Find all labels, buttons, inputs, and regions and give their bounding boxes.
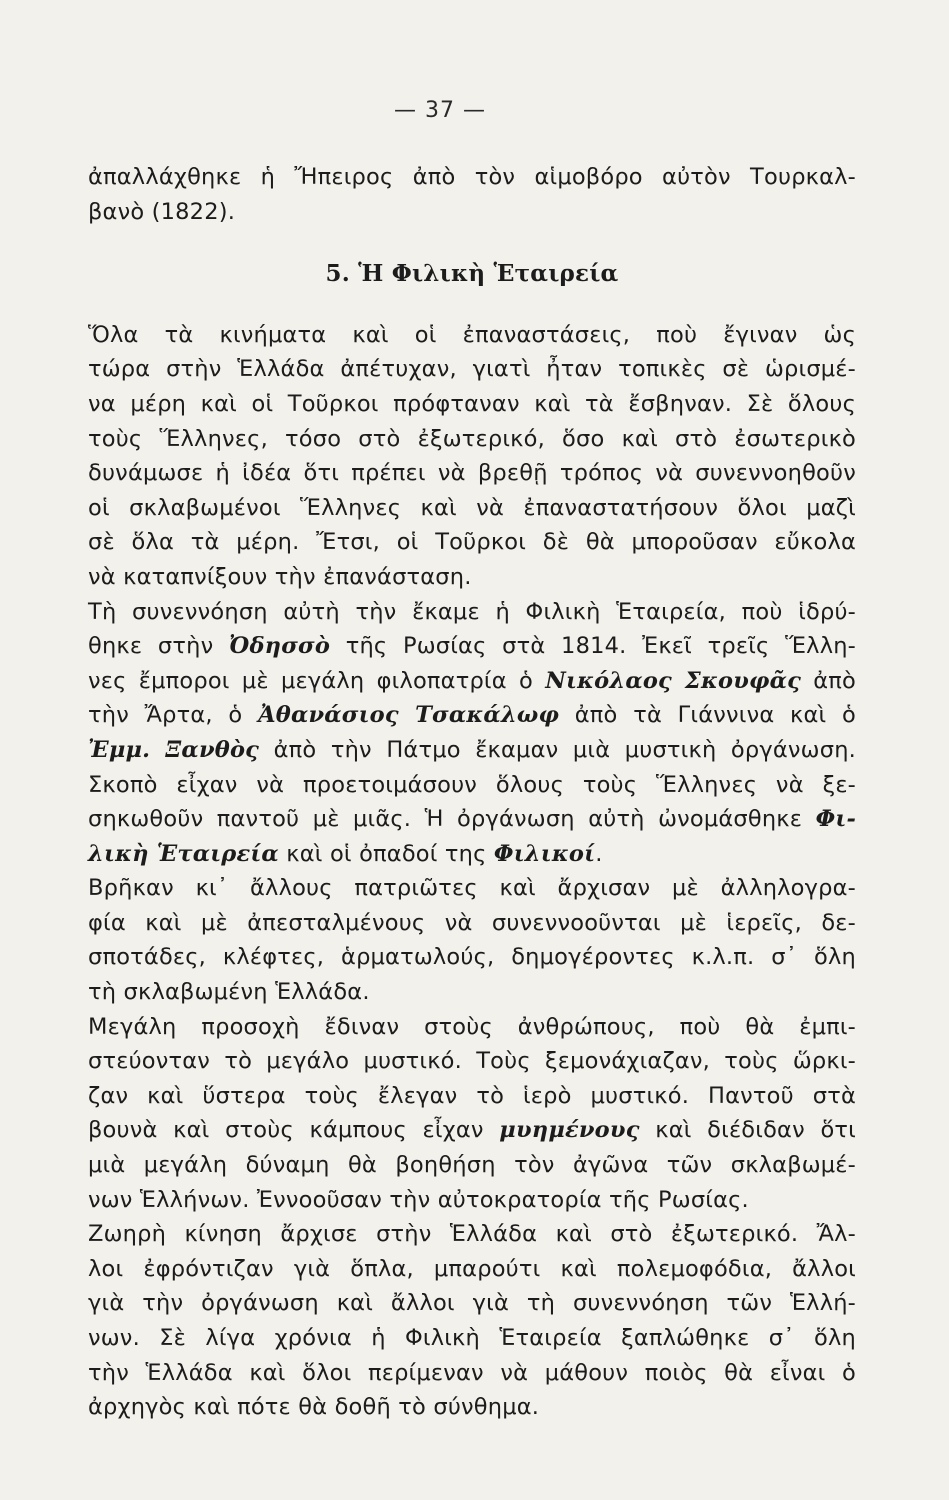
text-line: λοι ἐφρόντιζαν γιὰ ὅπλα, μπαρούτι καὶ πολεμοφόδια, ἄλλοι: [88, 1255, 856, 1282]
text-run: σηκωθοῦν παντοῦ μὲ μιᾶς. Ἡ ὀργάνωση αὐτὴ ὠνομάσθηκε: [88, 806, 816, 833]
text-line: Σκοπὸ εἶχαν νὰ προετοιμάσουν ὅλους τοὺς Ἕλληνες νὰ ξε-: [88, 771, 856, 798]
text-line: δυνάμωσε ἡ ἰδέα ὅτι πρέπει νὰ βρεθῇ τρόπος νὰ συνεννοηθοῦν: [88, 460, 856, 487]
text-line: Τὴ συνεννόηση αὐτὴ τὴν ἔκαμε ἡ Φιλικὴ Ἑταιρεία, ποὺ ἱδρύ-: [88, 598, 856, 625]
text-line: Ζωηρὴ κίνηση ἄρχισε στὴν Ἑλλάδα καὶ στὸ ἐξωτερικό. Ἄλ-: [88, 1221, 856, 1248]
term-filikoi: Φιλικοί: [493, 840, 596, 867]
person-name-tsakalof: Ἀθανάσιος Τσακάλωφ: [258, 702, 560, 729]
term-filiki: Φι-: [815, 806, 856, 833]
place-name-odessa: Ὀδησσὸ: [229, 633, 331, 660]
text-line: να μέρη καὶ οἱ Τοῦρκοι πρόφταναν καὶ τὰ ἔσβηναν. Σὲ ὅλους: [88, 390, 856, 417]
text-run: ἀπὸ τὰ Γιάννινα καὶ ὁ: [559, 702, 856, 729]
text-run: θηκε στὴν: [88, 633, 230, 660]
text-run: .: [595, 840, 603, 867]
text-line: τοὺς Ἕλληνες, τόσο στὸ ἐξωτερικό, ὅσο καὶ στὸ ἐσωτερικὸ: [88, 425, 856, 452]
text-run: νες ἔμποροι μὲ μεγάλη φιλοπατρία ὁ: [88, 667, 546, 694]
person-name-skoufas: Νικόλαος Σκουφᾶς: [545, 667, 802, 694]
text-line: [88, 664, 856, 699]
text-line: [88, 837, 856, 872]
text-line: ἀπαλλάχθηκε ἡ Ἤπειρος ἀπὸ τὸν αἱμοβόρο αὐτὸν Τουρκαλ-: [88, 164, 856, 190]
text-line: ζαν καὶ ὕστερα τοὺς ἔλεγαν τὸ ἱερὸ μυστικό. Παντοῦ στὰ: [88, 1082, 856, 1109]
page-number: — 37 —: [394, 98, 486, 123]
text-line: σποτάδες, κλέφτες, ἁρματωλούς, δημογέροντες κ.λ.π. σ᾿ ὅλη: [88, 944, 856, 971]
paragraph-1: [88, 318, 856, 595]
text-line: Βρῆκαν κι᾿ ἄλλους πατριῶτες καὶ ἄρχισαν μὲ ἀλληλογρα-: [88, 875, 856, 902]
text-line: [88, 802, 856, 837]
text-line: Ὅλα τὰ κινήματα καὶ οἱ ἐπαναστάσεις, ποὺ ἔγιναν ὡς: [88, 321, 856, 348]
paragraph-2: [88, 595, 856, 872]
paragraph-5: [88, 1217, 856, 1425]
term-filiki-etaireia: λικὴ Ἑταιρεία: [88, 840, 279, 867]
text-line: τὴ σκλαβωμένη Ἑλλάδα.: [88, 979, 370, 1006]
text-line: [88, 629, 856, 664]
text-line: νων. Σὲ λίγα χρόνια ἡ Φιλικὴ Ἑταιρεία ξαπλώθηκε σ᾿ ὅλη: [88, 1325, 856, 1351]
text-run: καὶ οἱ ὀπαδοί της: [278, 840, 494, 867]
section-heading: 5. Ἡ Φιλικὴ Ἑταιρεία: [325, 260, 619, 288]
text-line: μιὰ μεγάλη δύναμη θὰ βοηθήση τὸν ἀγῶνα τῶν σκλαβωμέ-: [88, 1152, 856, 1179]
text-line: νων Ἑλλήνων. Ἐννοοῦσαν τὴν αὐτοκρατορία τῆς Ρωσίας.: [88, 1186, 749, 1213]
paragraph-3: [88, 871, 856, 1009]
text-line: τώρα στὴν Ἑλλάδα ἀπέτυχαν, γιατὶ ἦταν τοπικὲς σὲ ὡρισμέ-: [88, 356, 856, 383]
text-line: γιὰ τὴν ὀργάνωση καὶ ἄλλοι γιὰ τὴ συνεννόηση τῶν Ἑλλή-: [88, 1290, 856, 1317]
text-line: νὰ καταπνίξουν τὴν ἐπανάσταση.: [88, 563, 472, 590]
text-line: στεύονταν τὸ μεγάλο μυστικό. Τοὺς ξεμονάχιαζαν, τοὺς ὥρκι-: [88, 1048, 856, 1075]
text-line: τὴν Ἑλλάδα καὶ ὅλοι περίμεναν νὰ μάθουν ποιὸς θὰ εἶναι ὁ: [88, 1359, 856, 1386]
text-run: καὶ διέδιδαν ὅτι: [639, 1117, 856, 1144]
text-run: ἀπὸ: [801, 667, 857, 694]
text-line: φία καὶ μὲ ἀπεσταλμένους νὰ συνεννοοῦνται μὲ ἱερεῖς, δε-: [88, 909, 856, 936]
person-name-xanthos: Ἐμμ. Ξανθὸς: [88, 736, 260, 763]
page-body: [88, 160, 856, 1425]
text-run: ἀπὸ τὴν Πάτμο ἔκαμαν μιὰ μυστικὴ ὀργάνωση.: [259, 736, 857, 763]
text-line: ἀρχηγὸς καὶ πότε θὰ δοθῆ τὸ σύνθημα.: [88, 1394, 540, 1421]
text-line: [88, 1113, 856, 1148]
text-run: βουνὰ καὶ στοὺς κάμπους εἶχαν: [88, 1117, 500, 1144]
text-line: βανὸ (1822).: [88, 198, 236, 225]
text-line: [88, 698, 856, 733]
text-run: τὴν Ἄρτα, ὁ: [88, 702, 259, 729]
text-line: σὲ ὅλα τὰ μέρη. Ἔτσι, οἱ Τοῦρκοι δὲ θὰ μποροῦσαν εὔκολα: [88, 529, 856, 556]
paragraph-4: [88, 1010, 856, 1218]
text-line: Μεγάλη προσοχὴ ἔδιναν στοὺς ἀνθρώπους, ποὺ θὰ ἐμπι-: [88, 1013, 856, 1040]
text-run: τῆς Ρωσίας στὰ 1814. Ἐκεῖ τρεῖς Ἕλλη-: [330, 633, 856, 660]
term-myimenous: μυημένους: [499, 1117, 640, 1144]
text-line: [88, 733, 856, 768]
text-line: οἱ σκλαβωμένοι Ἕλληνες καὶ νὰ ἐπαναστατήσουν ὅλοι μαζὶ: [88, 494, 856, 521]
intro-paragraph: [88, 160, 856, 229]
